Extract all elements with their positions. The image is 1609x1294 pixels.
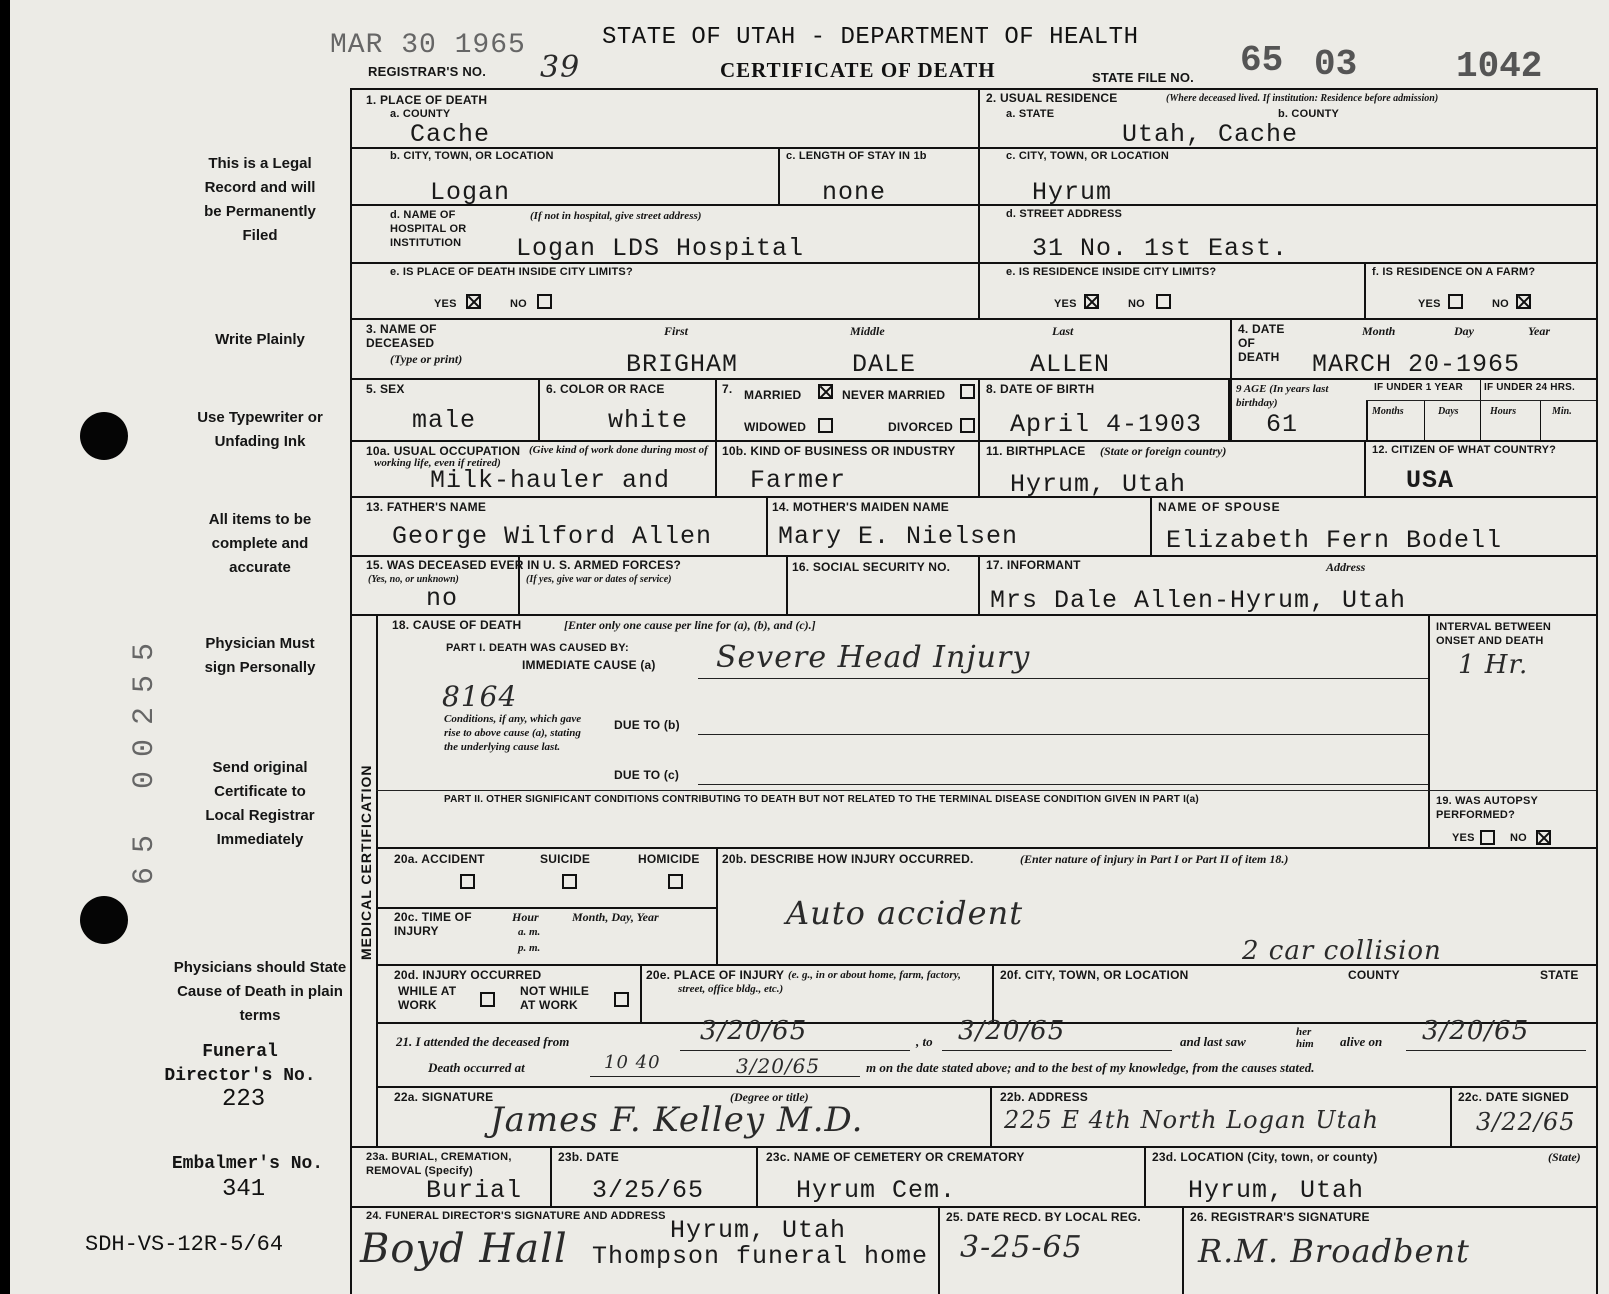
value-armed: no (426, 584, 459, 613)
label-age: 9 AGE (In years last birthday) (1236, 383, 1329, 409)
certificate-sheet (10, 0, 1609, 1294)
value-occupation: Milk-hauler and (430, 466, 671, 495)
sidebar-typewriter: Use Typewriter or Unfading Ink (197, 409, 323, 450)
checkbox-autopsy-yes[interactable] (1480, 830, 1495, 845)
embalmer-no: 341 (222, 1176, 266, 1203)
label-name-deceased: 3. NAME OF DECEASED (366, 322, 437, 350)
value-middle-name: DALE (852, 350, 917, 379)
value-burial: Burial (426, 1176, 523, 1205)
sidebar-write: Write Plainly (215, 331, 305, 348)
value-age: 61 (1266, 410, 1299, 439)
label-place-of-injury: 20e. PLACE OF INJURY (646, 968, 785, 982)
checkbox-divorced[interactable] (960, 418, 975, 433)
value-fd-city: Hyrum, Utah (670, 1216, 847, 1245)
value-fd-home: Thompson funeral home (592, 1242, 929, 1271)
value-father: George Wilford Allen (392, 522, 713, 551)
value-injury-detail: 2 car collision (1242, 936, 1442, 966)
label-cause-of-death: 18. CAUSE OF DEATH (392, 618, 522, 632)
serial-number: 65 00255 (128, 628, 162, 885)
label-describe-note: (Enter nature of injury in Part I or Part II of item 18.) (1020, 852, 1289, 866)
value-birthplace: Hyrum, Utah (1010, 470, 1187, 499)
funeral-director-no: 223 (222, 1086, 266, 1113)
label-injury-city: 20f. CITY, TOWN, OR LOCATION (1000, 968, 1189, 982)
value-res-city: Hyrum (1032, 178, 1113, 207)
label-part-2: PART II. OTHER SIGNIFICANT CONDITIONS CONTRIBUTING TO DEATH BUT NOT RELATED TO THE TERMINAL DISEASE CONDITION GIVEN IN PART I(a) (444, 794, 1199, 805)
label-m-on-date: m on the date stated above; and to the best of my knowledge, from the causes stated. (866, 1060, 1315, 1075)
label-month: Month (1362, 324, 1396, 338)
checkbox-farm-yes[interactable] (1448, 294, 1463, 309)
label-signature: 22a. SIGNATURE (394, 1090, 494, 1104)
label-hospital: d. NAME OF HOSPITAL OR INSTITUTION (390, 209, 467, 249)
label-residence-note: (Where deceased lived. If institution: Residence before admission) (1166, 93, 1439, 104)
checkbox-while-work[interactable] (480, 992, 495, 1007)
checkbox-not-while-work[interactable] (614, 992, 629, 1007)
label-occupation-note: (Give kind of work done during most of working life, even if retired) (374, 444, 708, 469)
label-farm: f. IS RESIDENCE ON A FARM? (1372, 266, 1536, 278)
label-type-print: (Type or print) (390, 352, 463, 366)
value-county: Cache (410, 120, 491, 149)
label-place-of-death: 1. PLACE OF DEATH (366, 93, 488, 107)
label-mdy: Month, Day, Year (572, 910, 659, 924)
label-res-county: b. COUNTY (1278, 108, 1340, 120)
form-title: STATE OF UTAH - DEPARTMENT OF HEALTH (602, 24, 1139, 51)
label-location-state: (State) (1548, 1150, 1581, 1164)
label-yes-autopsy: YES (1452, 832, 1475, 844)
label-accident: 20a. ACCIDENT (394, 852, 485, 866)
checkbox-widowed[interactable] (818, 418, 833, 433)
label-race: 6. COLOR OR RACE (546, 382, 665, 396)
value-fd-signature: Boyd Hall (360, 1226, 568, 1272)
punch-hole-bottom (80, 896, 128, 944)
value-cemetery: Hyrum Cem. (796, 1176, 957, 1205)
label-middle: Middle (850, 324, 885, 338)
label-no-1: NO (510, 298, 527, 310)
label-immediate: IMMEDIATE CAUSE (a) (522, 658, 656, 672)
label-cause-note: [Enter only one cause per line for (a), (b), and (c).] (564, 618, 816, 632)
label-alive-on: alive on (1340, 1034, 1383, 1049)
checkbox-res-limits-no[interactable] (1156, 294, 1171, 309)
punch-hole-top (80, 412, 128, 460)
label-social-security: 16. SOCIAL SECURITY NO. (792, 560, 951, 574)
label-father: 13. FATHER'S NAME (366, 500, 487, 514)
label-length-of-stay: c. LENGTH OF STAY IN 1b (786, 150, 927, 162)
label-injury-state: STATE (1540, 968, 1579, 982)
label-phys-address: 22b. ADDRESS (1000, 1090, 1088, 1104)
value-injury-how: Auto accident (786, 894, 1024, 932)
value-last-name: ALLEN (1030, 350, 1111, 379)
label-occupation: 10a. USUAL OCCUPATION (366, 444, 521, 458)
label-widowed: WIDOWED (744, 420, 807, 434)
form-number: SDH-VS-12R-5/64 (85, 1232, 284, 1257)
label-due-b: DUE TO (b) (614, 718, 680, 732)
label-pm: p. m. (518, 942, 541, 954)
value-death-date: 3/20/65 (736, 1054, 821, 1078)
value-city: Logan (430, 178, 511, 207)
value-registrar-signature: R.M. Broadbent (1198, 1232, 1470, 1270)
label-yes-3: YES (1418, 298, 1441, 310)
label-res-inside-limits: e. IS RESIDENCE INSIDE CITY LIMITS? (1006, 266, 1217, 278)
label-married: MARRIED (744, 388, 802, 402)
value-race: white (608, 406, 689, 435)
label-armed-note: (Yes, no, or unknown) (368, 574, 459, 585)
checkbox-inside-limits-yes[interactable] (466, 294, 481, 309)
value-informant: Mrs Dale Allen-Hyrum, Utah (990, 586, 1407, 615)
value-spouse: Elizabeth Fern Bodell (1166, 526, 1503, 555)
label-no-3: NO (1492, 298, 1509, 310)
label-usual-residence: 2. USUAL RESIDENCE (986, 91, 1118, 105)
value-mother: Mary E. Nielsen (778, 522, 1019, 551)
label-degree: (Degree or title) (730, 1090, 809, 1104)
file-no-b: 03 (1314, 44, 1358, 85)
value-phys-address: 225 E 4th North Logan Utah (1004, 1106, 1380, 1134)
label-seven: 7. (722, 382, 733, 396)
label-place-injury-note: (e. g., in or about home, farm, factory, street, office bldg., etc.) (678, 969, 961, 995)
value-interval: 1 Hr. (1458, 650, 1529, 680)
sidebar-send: Send original Certificate to Local Registrar Immediately (205, 759, 315, 848)
label-inside-limits: e. IS PLACE OF DEATH INSIDE CITY LIMITS? (390, 266, 633, 278)
value-sex: male (412, 406, 477, 435)
label-attended-from: 21. I attended the deceased from (396, 1034, 570, 1049)
label-cemetery: 23c. NAME OF CEMETERY OR CREMATORY (766, 1150, 1025, 1164)
label-death-occurred: Death occurred at (428, 1060, 525, 1075)
value-code: 8164 (442, 680, 518, 713)
sidebar-physicians-cause: Physicians should State Cause of Death in plain terms (173, 959, 347, 1024)
label-under-24-hrs: IF UNDER 24 HRS. (1484, 382, 1575, 393)
label-her-him: her him (1296, 1026, 1314, 1050)
label-city: b. CITY, TOWN, OR LOCATION (390, 150, 554, 162)
label-informant: 17. INFORMANT (986, 558, 1081, 572)
label-to: , to (916, 1034, 933, 1049)
label-time-of-injury: 20c. TIME OF INJURY (394, 910, 472, 938)
label-street-address: d. STREET ADDRESS (1006, 208, 1123, 220)
label-injury-occurred: 20d. INJURY OCCURRED (394, 968, 542, 982)
label-no-2: NO (1128, 298, 1145, 310)
label-not-while-work: NOT WHILE AT WORK (520, 984, 590, 1012)
label-date-recd: 25. DATE RECD. BY LOCAL REG. (946, 1210, 1141, 1224)
label-address: Address (1326, 560, 1366, 574)
label-while-work: WHILE AT WORK (398, 984, 457, 1012)
value-date-of-death: MARCH 20-1965 (1312, 350, 1521, 379)
label-yes-2: YES (1054, 298, 1077, 310)
certificate-title: CERTIFICATE OF DEATH (720, 58, 996, 82)
value-dob: April 4-1903 (1010, 410, 1203, 439)
label-mother: 14. MOTHER'S MAIDEN NAME (772, 500, 950, 514)
label-am: a. m. (518, 926, 541, 938)
label-days: Days (1438, 406, 1459, 417)
embalmer-label: Embalmer's No. (171, 1154, 324, 1174)
label-funeral-director-signature: 24. FUNERAL DIRECTOR'S SIGNATURE AND ADDRESS (366, 1210, 666, 1222)
value-hospital: Logan LDS Hospital (516, 234, 805, 263)
label-no-autopsy: NO (1510, 832, 1527, 844)
label-birthplace: 11. BIRTHPLACE (986, 444, 1086, 458)
value-citizen: USA (1406, 466, 1455, 495)
label-date-signed: 22c. DATE SIGNED (1458, 1090, 1570, 1104)
funeral-director-label: Funeral Director's No. (164, 1042, 316, 1086)
label-interval: INTERVAL BETWEEN ONSET AND DEATH (1436, 621, 1552, 647)
label-homicide: HOMICIDE (638, 852, 700, 866)
label-birthplace-note: (State or foreign country) (1100, 444, 1227, 458)
label-county: a. COUNTY (390, 108, 451, 120)
label-min: Min. (1552, 406, 1572, 417)
value-alive-on: 3/20/65 (1422, 1016, 1530, 1046)
checkbox-homicide[interactable] (668, 874, 683, 889)
label-due-c: DUE TO (c) (614, 768, 680, 782)
checkbox-farm-no[interactable] (1516, 294, 1531, 309)
value-date-signed: 3/22/65 (1476, 1108, 1576, 1136)
label-part-1: PART I. DEATH WAS CAUSED BY: (446, 642, 629, 654)
label-hospital-note: (If not in hospital, give street address) (530, 210, 702, 222)
label-hours: Hours (1490, 406, 1517, 417)
value-business: Farmer (750, 466, 847, 495)
value-location: Hyrum, Utah (1188, 1176, 1365, 1205)
value-attended-to: 3/20/65 (958, 1016, 1066, 1046)
label-injury-county: COUNTY (1348, 968, 1400, 982)
label-divorced: DIVORCED (888, 420, 953, 434)
label-armed-note2: (If yes, give war or dates of service) (526, 574, 672, 585)
value-physician-signature: James F. Kelley M.D. (490, 1100, 864, 1140)
file-no-c: 1042 (1456, 46, 1543, 87)
label-res-city: c. CITY, TOWN, OR LOCATION (1006, 150, 1170, 162)
medical-certification-label: MEDICAL CERTIFICATION (358, 764, 374, 960)
value-res-state-county: Utah, Cache (1122, 120, 1299, 149)
label-sex: 5. SEX (366, 382, 405, 396)
value-burial-date: 3/25/65 (592, 1176, 705, 1205)
checkbox-autopsy-no[interactable] (1536, 830, 1551, 845)
label-burial-date: 23b. DATE (558, 1150, 619, 1164)
state-file-label: STATE FILE NO. (1092, 70, 1194, 85)
checkbox-never-married[interactable] (960, 384, 975, 399)
label-under-1-year: IF UNDER 1 YEAR (1374, 382, 1463, 393)
label-yes-1: YES (434, 298, 457, 310)
label-burial: 23a. BURIAL, CREMATION, REMOVAL (Specify) (366, 1151, 512, 1177)
value-attended-from: 3/20/65 (700, 1016, 808, 1046)
label-armed-forces: 15. WAS DECEASED EVER IN U. S. ARMED FORCES? (366, 558, 682, 572)
label-location: 23d. LOCATION (City, town, or county) (1152, 1150, 1378, 1164)
checkbox-accident[interactable] (460, 874, 475, 889)
value-stay: none (822, 178, 887, 207)
checkbox-married[interactable] (818, 384, 833, 399)
label-day: Day (1454, 324, 1474, 338)
file-no-a: 65 (1240, 40, 1284, 81)
label-autopsy: 19. WAS AUTOPSY PERFORMED? (1436, 795, 1538, 821)
label-dob: 8. DATE OF BIRTH (986, 382, 1095, 396)
label-last-saw: and last saw (1180, 1034, 1246, 1049)
label-citizen: 12. CITIZEN OF WHAT COUNTRY? (1372, 444, 1557, 456)
sidebar-physician: Physician Must sign Personally (204, 635, 316, 676)
label-suicide: SUICIDE (540, 852, 591, 866)
label-first: First (664, 324, 689, 338)
checkbox-inside-limits-no[interactable] (537, 294, 552, 309)
label-state: a. STATE (1006, 108, 1055, 120)
label-months: Months (1372, 406, 1404, 417)
label-year: Year (1528, 324, 1550, 338)
checkbox-suicide[interactable] (562, 874, 577, 889)
label-last: Last (1052, 324, 1074, 338)
value-first-name: BRIGHAM (626, 350, 739, 379)
label-spouse: NAME OF SPOUSE (1158, 500, 1281, 514)
label-never-married: NEVER MARRIED (842, 388, 946, 402)
value-date-recd: 3-25-65 (960, 1230, 1083, 1265)
label-business: 10b. KIND OF BUSINESS OR INDUSTRY (722, 444, 956, 458)
label-registrar-signature: 26. REGISTRAR'S SIGNATURE (1190, 1210, 1370, 1224)
date-stamp: MAR 30 1965 (330, 30, 526, 61)
value-death-time: 10 40 (604, 1052, 661, 1073)
sidebar-items: All items to be complete and accurate (208, 511, 312, 576)
label-date-of-death: 4. DATE OF DEATH (1238, 322, 1285, 364)
value-res-street: 31 No. 1st East. (1032, 234, 1289, 263)
registrar-label: REGISTRAR'S NO. (368, 64, 487, 79)
label-hour: Hour (512, 910, 539, 924)
label-describe-injury: 20b. DESCRIBE HOW INJURY OCCURRED. (722, 852, 974, 866)
value-cause-a: Severe Head Injury (716, 640, 1031, 675)
label-conditions: Conditions, if any, which gave rise to above cause (a), stating the underlying cause last. (444, 713, 582, 753)
registrar-no: 39 (540, 50, 581, 85)
sidebar-legal: This is a Legal Record and will be Permanently Filed (204, 155, 316, 244)
checkbox-res-limits-yes[interactable] (1084, 294, 1099, 309)
